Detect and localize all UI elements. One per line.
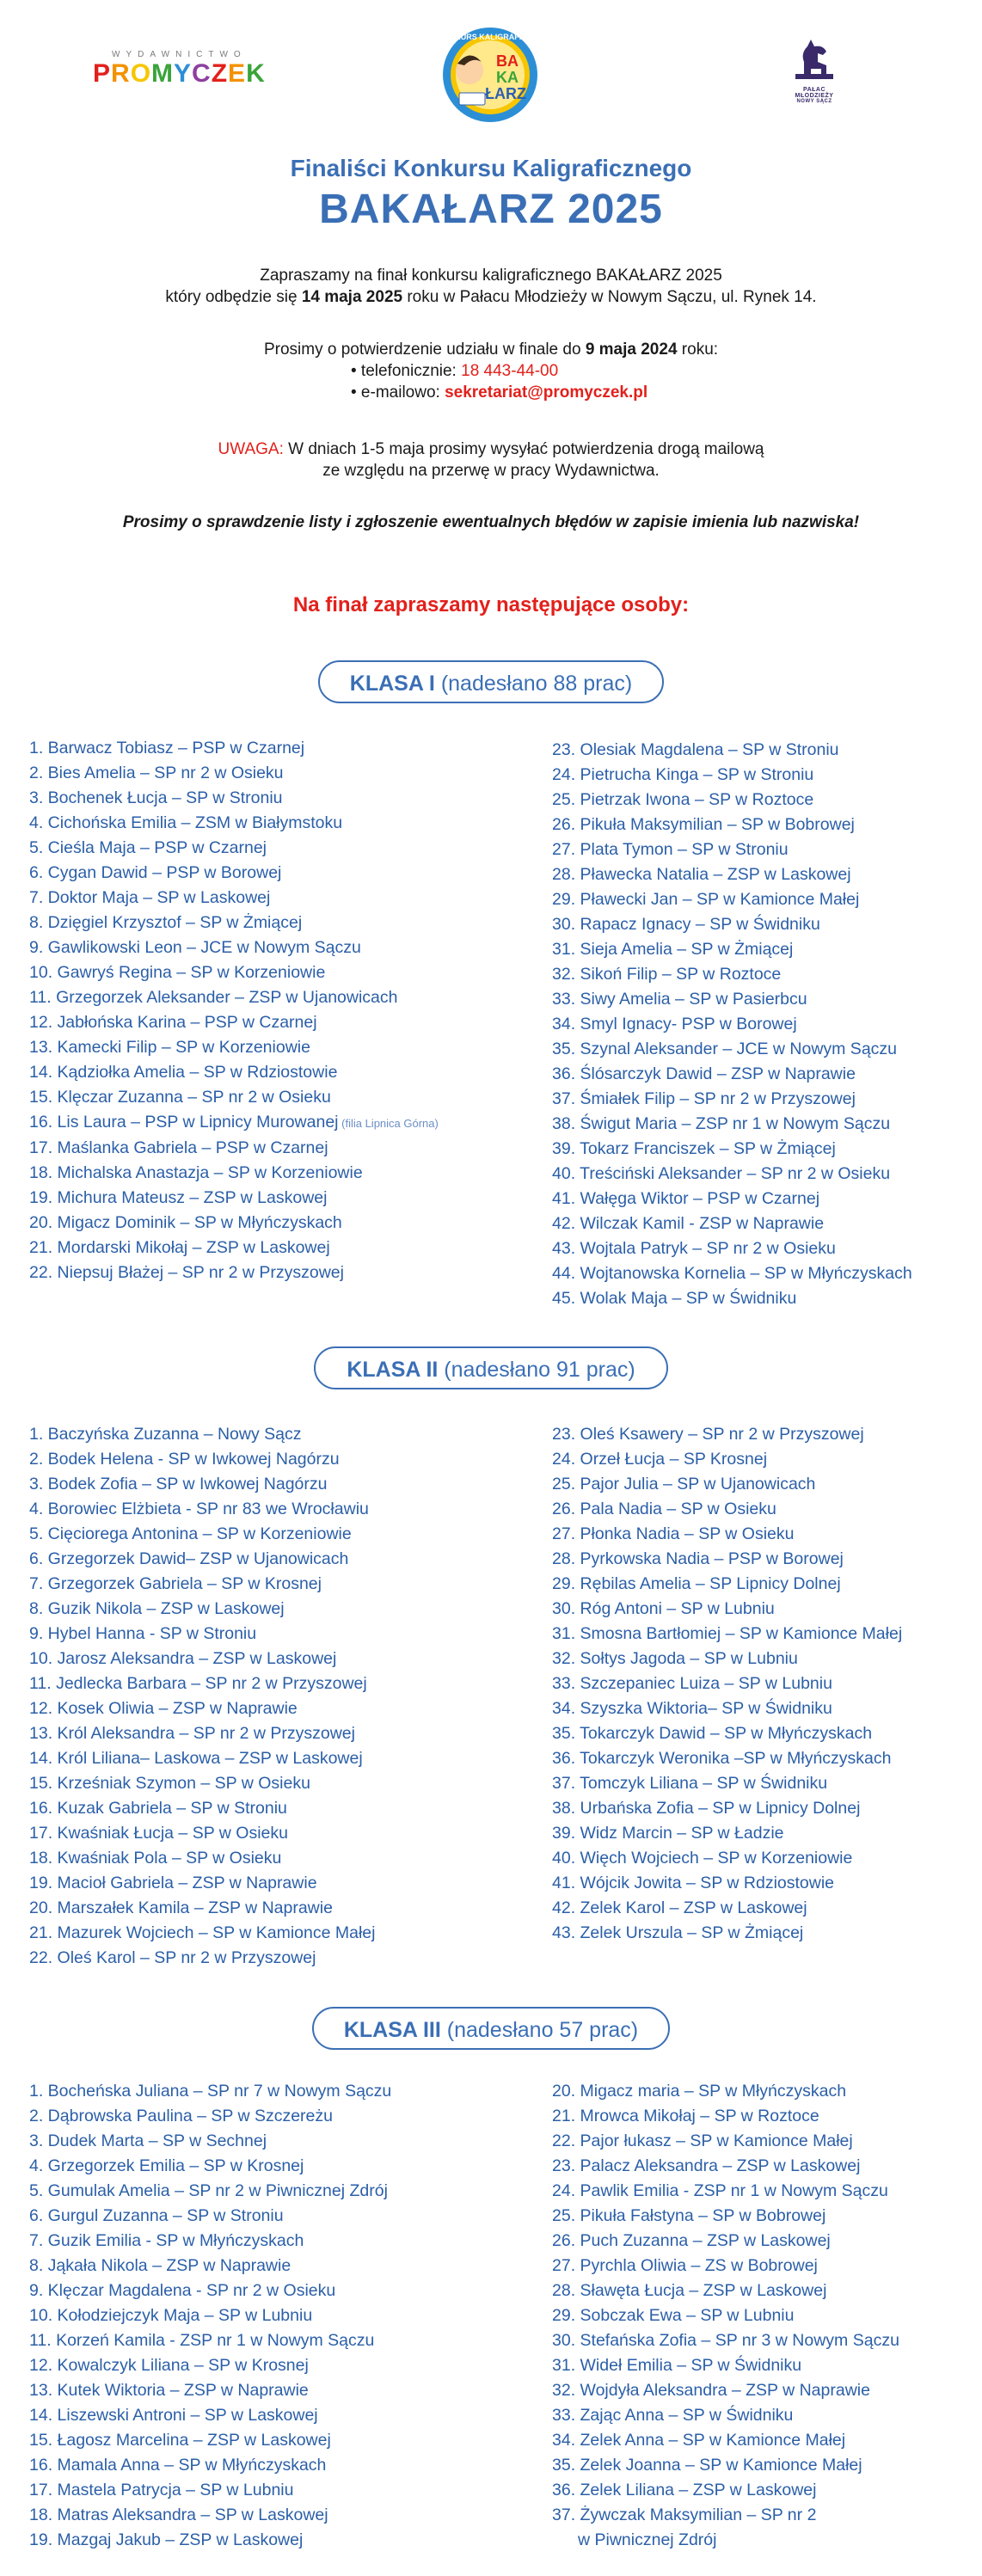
klasa-3-name: KLASA III xyxy=(343,2018,441,2042)
confirm-text-a: Prosimy o potwierdzenie udziału w finale do xyxy=(263,340,586,359)
promyczek-logo-small-text: WYDAWNICTWO xyxy=(112,50,247,59)
finalist-item: 8. Dzięgiel Krzysztof – SP w Żmiącej xyxy=(29,913,303,932)
klasa-1-count: (nadesłano 88 prac) xyxy=(434,672,633,696)
promyczek-logo-wordmark: PROMYCZEK xyxy=(93,59,266,88)
finalist-item: 35. Tokarczyk Dawid – SP w Młyńczyskach xyxy=(552,1724,873,1743)
finalist-item: 24. Pawlik Emilia - ZSP nr 1 w Nowym Sączu xyxy=(552,2181,888,2200)
finalist-item: 13. Król Aleksandra – SP nr 2 w Przyszowej xyxy=(29,1724,355,1743)
finalist-item: 41. Wałęga Wiktor – PSP w Czarnej xyxy=(552,1189,820,1208)
finalist-item: 16. Kuzak Gabriela – SP w Stroniu xyxy=(29,1799,287,1818)
finalist-item: 20. Migacz maria – SP w Młyńczyskach xyxy=(552,2082,847,2101)
finalist-item: 11. Korzeń Kamila - ZSP nr 1 w Nowym Sączu xyxy=(29,2331,375,2350)
phone-number[interactable]: 18 443-44-00 xyxy=(461,362,559,380)
palac-caption-city: NOWY SĄCZ xyxy=(796,99,832,104)
klasa-3-list-left xyxy=(29,2079,391,2553)
bakalarz-logo xyxy=(421,26,559,125)
finalist-item: 22. Pajor łukasz – SP w Kamionce Małej xyxy=(552,2131,853,2150)
finalist-item: 7. Grzegorzek Gabriela – SP w Krosnej xyxy=(29,1574,322,1593)
finalist-item: 11. Jedlecka Barbara – SP nr 2 w Przyszowej xyxy=(29,1674,367,1693)
finalist-item: 31. Smosna Bartłomiej – SP w Kamionce Małej xyxy=(552,1624,903,1643)
klasa-1-name: KLASA I xyxy=(349,672,435,696)
confirm-date: 9 maja 2024 xyxy=(585,340,678,359)
finalist-item: 16. Mamala Anna – SP w Młyńczyskach xyxy=(29,2456,327,2475)
finalist-item: 30. Róg Antoni – SP w Lubniu xyxy=(552,1599,775,1618)
finalist-item: 2. Dąbrowska Paulina – SP w Szczereżu xyxy=(29,2107,333,2125)
finalist-item: 18. Kwaśniak Pola – SP w Osieku xyxy=(29,1849,282,1868)
finalist-item: 12. Kowalczyk Liliana – SP w Krosnej xyxy=(29,2356,309,2375)
finalist-item: 10. Jarosz Aleksandra – ZSP w Laskowej xyxy=(29,1649,337,1668)
finalist-item: 34. Szyszka Wiktoria– SP w Świdniku xyxy=(552,1699,832,1718)
finalist-item: 20. Migacz Dominik – SP w Młyńczyskach xyxy=(29,1213,342,1232)
finalist-item: 14. Król Liliana– Laskowa – ZSP w Laskowej xyxy=(29,1749,363,1768)
finalist-item: 37. Tomczyk Liliana – SP w Świdniku xyxy=(552,1774,828,1793)
finalist-item: 42. Wilczak Kamil - ZSP w Naprawie xyxy=(552,1214,825,1233)
phone-row xyxy=(0,360,982,382)
svg-text:BA: BA xyxy=(496,52,519,70)
palac-mlodziezy-logo xyxy=(784,36,844,104)
finalist-note: (filia Lipnica Górna) xyxy=(338,1117,439,1130)
finalist-item: 29. Pławecki Jan – SP w Kamionce Małej xyxy=(552,890,860,909)
svg-text:ŁARZ: ŁARZ xyxy=(485,85,526,102)
warning-notice xyxy=(0,439,982,481)
finalist-item: 32. Wojdyła Aleksandra – ZSP w Naprawie xyxy=(552,2381,870,2400)
finalist-item: 43. Zelek Urszula – SP w Żmiącej xyxy=(552,1923,804,1942)
finalist-item: 38. Świgut Maria – ZSP nr 1 w Nowym Sączu xyxy=(552,1114,891,1133)
contact-info xyxy=(0,339,982,403)
finalist-item: 16. Lis Laura – PSP w Lipnicy Murowanej (filia Lipnica Górna) xyxy=(29,1113,439,1132)
confirm-deadline-line xyxy=(0,339,982,360)
promyczek-logo xyxy=(93,50,266,89)
finalist-item: 23. Olesiak Magdalena – SP w Stroniu xyxy=(552,740,839,759)
finalist-item: 12. Kosek Oliwia – ZSP w Naprawie xyxy=(29,1699,298,1718)
finalist-item: 3. Bodek Zofia – SP w Iwkowej Nagórzu xyxy=(29,1475,328,1493)
klasa-3-list-right xyxy=(552,2079,899,2553)
finalist-item: 28. Pławecka Natalia – ZSP w Laskowej xyxy=(552,865,851,884)
page-subtitle: Finaliści Konkursu Kaligraficznego xyxy=(290,155,692,181)
finalist-item: 27. Płonka Nadia – SP w Osieku xyxy=(552,1524,795,1543)
klasa-3-heading xyxy=(312,2007,670,2050)
finalist-item: 4. Grzegorzek Emilia – SP w Krosnej xyxy=(29,2156,304,2175)
finalist-item: 9. Klęczar Magdalena - SP nr 2 w Osieku xyxy=(29,2281,336,2300)
finalist-item: 29. Rębilas Amelia – SP Lipnicy Dolnej xyxy=(552,1574,841,1593)
finalist-item: 13. Kamecki Filip – SP w Korzeniowie xyxy=(29,1038,310,1057)
klasa-2-name: KLASA II xyxy=(347,1358,439,1382)
klasa-2-count: (nadesłano 91 prac) xyxy=(438,1358,635,1382)
finalist-item: 4. Borowiec Elżbieta - SP nr 83 we Wrocławiu xyxy=(29,1500,369,1518)
finalist-item: 26. Puch Zuzanna – ZSP w Laskowej xyxy=(552,2231,831,2250)
finalist-item: 27. Plata Tymon – SP w Stroniu xyxy=(552,840,789,859)
klasa-1-list-left xyxy=(29,736,439,1285)
finalist-item: 14. Liszewski Antroni – SP w Laskowej xyxy=(29,2406,318,2425)
finalist-item: 19. Mazgaj Jakub – ZSP w Laskowej xyxy=(29,2530,304,2549)
finalist-item: 15. Krześniak Szymon – SP w Osieku xyxy=(29,1774,310,1793)
finalist-item: 40. Więch Wojciech – SP w Korzeniowie xyxy=(552,1849,853,1868)
finalist-item: 32. Sołtys Jagoda – SP w Lubniu xyxy=(552,1649,798,1668)
finalist-item: 29. Sobczak Ewa – SP w Lubniu xyxy=(552,2306,795,2325)
finalist-item: 5. Cięciorega Antonina – SP w Korzeniowie xyxy=(29,1524,352,1543)
finalist-item: 25. Pikuła Fałstyna – SP w Bobrowej xyxy=(552,2206,826,2225)
finalist-item: 38. Urbańska Zofia – SP w Lipnicy Dolnej xyxy=(552,1799,861,1818)
finalist-item: 20. Marszałek Kamila – ZSP w Naprawie xyxy=(29,1898,333,1917)
finalist-item: 6. Cygan Dawid – PSP w Borowej xyxy=(29,863,282,882)
finalist-item: 37. Żywczak Maksymilian – SP nr 2 xyxy=(552,2505,817,2524)
finalist-item: 34. Smyl Ignacy- PSP w Borowej xyxy=(552,1015,797,1033)
finalist-item: 10. Kołodziejczyk Maja – SP w Lubniu xyxy=(29,2306,313,2325)
finalist-item: 23. Oleś Ksawery – SP nr 2 w Przyszowej xyxy=(552,1425,864,1444)
intro-line-2 xyxy=(0,286,982,308)
finalist-item: 15. Łagosz Marcelina – ZSP w Laskowej xyxy=(29,2431,331,2450)
finalist-item: 22. Oleś Karol – SP nr 2 w Przyszowej xyxy=(29,1948,316,1967)
finalist-item: 33. Siwy Amelia – SP w Pasierbcu xyxy=(552,990,807,1009)
finalist-item: 2. Bies Amelia – SP nr 2 w Osieku xyxy=(29,764,284,782)
finalist-item: 9. Gawlikowski Leon – JCE w Nowym Sączu xyxy=(29,938,361,957)
finalist-item: 35. Szynal Aleksander – JCE w Nowym Sączu xyxy=(552,1040,898,1058)
finalist-item: 39. Widz Marcin – SP w Ładzie xyxy=(552,1824,784,1843)
finalist-item: 26. Pikuła Maksymilian – SP w Bobrowej xyxy=(552,815,855,834)
finalist-item: 14. Kądziołka Amelia – SP w Rdziostowie xyxy=(29,1063,338,1082)
finalist-item: 8. Guzik Nikola – ZSP w Laskowej xyxy=(29,1599,285,1618)
klasa-2-list-right xyxy=(552,1422,902,1946)
warning-label: UWAGA: xyxy=(218,440,284,458)
finalist-item: 22. Niepsuj Błażej – SP nr 2 w Przyszowej xyxy=(29,1263,344,1282)
finalist-item: 18. Michalska Anastazja – SP w Korzeniowie xyxy=(29,1163,363,1182)
finalist-item: 11. Grzegorzek Aleksander – ZSP w Ujanowicach xyxy=(29,988,398,1007)
finalist-item: 19. Macioł Gabriela – ZSP w Naprawie xyxy=(29,1874,317,1892)
email-link[interactable]: sekretariat@promyczek.pl xyxy=(445,383,648,402)
finalist-item: 34. Zelek Anna – SP w Kamionce Małej xyxy=(552,2431,846,2450)
finalist-item: 7. Guzik Emilia - SP w Młyńczyskach xyxy=(29,2231,304,2250)
finalist-item: 23. Palacz Aleksandra – ZSP w Laskowej xyxy=(552,2156,861,2175)
finalist-item: 41. Wójcik Jowita – SP w Rdziostowie xyxy=(552,1874,835,1892)
svg-text:KA: KA xyxy=(496,69,519,86)
finalist-item: 28. Sławęta Łucja – ZSP w Laskowej xyxy=(552,2281,827,2300)
finalist-item: 37. Śmiałek Filip – SP nr 2 w Przyszowej xyxy=(552,1089,856,1108)
finalist-item: 3. Bochenek Łucja – SP w Stroniu xyxy=(29,788,283,807)
klasa-2-list-left xyxy=(29,1422,375,1971)
intro-line-1: Zapraszamy na finał konkursu kaligraficznego BAKAŁARZ 2025 xyxy=(260,267,722,285)
finalist-item: 45. Wolak Maja – SP w Świdniku xyxy=(552,1289,797,1308)
finalist-item: 30. Stefańska Zofia – SP nr 3 w Nowym Sączu xyxy=(552,2331,899,2350)
finalist-item: 4. Cichońska Emilia – ZSM w Białymstoku xyxy=(29,813,343,832)
finalist-item: 21. Mrowca Mikołaj – SP w Roztoce xyxy=(552,2107,819,2125)
email-row xyxy=(0,382,982,403)
finalist-item: 30. Rapacz Ignacy – SP w Świdniku xyxy=(552,915,820,934)
finalist-item: 12. Jabłońska Karina – PSP w Czarnej xyxy=(29,1013,317,1032)
finalist-item: 33. Szczepaniec Luiza – SP w Lubniu xyxy=(552,1674,832,1693)
palac-caption: PAŁAC MŁODZIEŻY xyxy=(795,87,834,99)
finalist-item: 33. Zając Anna – SP w Świdniku xyxy=(552,2406,794,2425)
klasa-1-heading xyxy=(318,660,664,703)
finalist-item: 21. Mordarski Mikołaj – ZSP w Laskowej xyxy=(29,1238,330,1257)
finalist-item: 28. Pyrkowska Nadia – PSP w Borowej xyxy=(552,1549,844,1568)
finalist-item: w Piwnicznej Zdrój xyxy=(578,2530,717,2549)
finalist-item: 10. Gawryś Regina – SP w Korzeniowie xyxy=(29,963,326,982)
finalist-item: 1. Bocheńska Juliana – SP nr 7 w Nowym Sączu xyxy=(29,2082,392,2101)
finalist-item: 32. Sikoń Filip – SP w Roztoce xyxy=(552,965,782,984)
finalist-item: 31. Wideł Emilia – SP w Świdniku xyxy=(552,2356,802,2375)
finalist-item: 26. Pala Nadia – SP w Osieku xyxy=(552,1500,776,1518)
finalist-item: 15. Klęczar Zuzanna – SP nr 2 w Osieku xyxy=(29,1088,331,1107)
intro-text-b: roku w Pałacu Młodzieży w Nowym Sączu, ul. Rynek 14. xyxy=(402,288,817,306)
invite-heading: Na finał zapraszamy następujące osoby: xyxy=(292,593,690,616)
finalist-item: 25. Pajor Julia – SP w Ujanowicach xyxy=(552,1475,816,1493)
finalist-item: 43. Wojtala Patryk – SP nr 2 w Osieku xyxy=(552,1239,836,1258)
finalist-item: 35. Zelek Joanna – SP w Kamionce Małej xyxy=(552,2456,862,2475)
correction-request: Prosimy o sprawdzenie listy i zgłoszenie ewentualnych błędów w zapisie imienia lub nazwiska! xyxy=(122,513,860,531)
intro-text-a: który odbędzie się xyxy=(165,288,302,306)
finalist-item: 44. Wojtanowska Kornelia – SP w Młyńczyskach xyxy=(552,1264,912,1283)
page-title: BAKAŁARZ 2025 xyxy=(319,187,663,232)
confirm-text-b: roku: xyxy=(677,340,719,359)
logo-bar xyxy=(0,26,982,138)
finalist-item: 5. Cieśla Maja – PSP w Czarnej xyxy=(29,838,267,857)
finalist-item: 25. Pietrzak Iwona – SP w Roztoce xyxy=(552,790,814,809)
final-date: 14 maja 2025 xyxy=(301,288,403,306)
palac-horse-icon xyxy=(789,36,840,83)
finalist-item: 24. Pietrucha Kinga – SP w Stroniu xyxy=(552,765,814,784)
finalist-item: 36. Zelek Liliana – ZSP w Laskowej xyxy=(552,2481,817,2499)
finalist-item: 18. Matras Aleksandra – SP w Laskowej xyxy=(29,2505,328,2524)
finalist-item: 7. Doktor Maja – SP w Laskowej xyxy=(29,888,271,907)
finalist-item: 24. Orzeł Łucja – SP Krosnej xyxy=(552,1450,768,1469)
finalist-item: 3. Dudek Marta – SP w Sechnej xyxy=(29,2131,267,2150)
klasa-3-count: (nadesłano 57 prac) xyxy=(440,2018,639,2042)
finalist-item: 2. Bodek Helena - SP w Iwkowej Nagórzu xyxy=(29,1450,340,1469)
finalist-item: 17. Kwaśniak Łucja – SP w Osieku xyxy=(29,1824,288,1843)
finalist-item: 36. Ślósarczyk Dawid – ZSP w Naprawie xyxy=(552,1064,856,1083)
finalist-item: 17. Maślanka Gabriela – PSP w Czarnej xyxy=(29,1138,328,1157)
finalist-item: 19. Michura Mateusz – ZSP w Laskowej xyxy=(29,1188,328,1207)
finalist-item: 36. Tokarczyk Weronika –SP w Młyńczyskach xyxy=(552,1749,892,1768)
finalist-item: 42. Zelek Karol – ZSP w Laskowej xyxy=(552,1898,807,1917)
finalist-item: 6. Grzegorzek Dawid– ZSP w Ujanowicach xyxy=(29,1549,349,1568)
svg-text:KONKURS KALIGRAFICZNY: KONKURS KALIGRAFICZNY xyxy=(438,33,543,41)
klasa-1-list-right xyxy=(552,738,912,1311)
finalist-item: 13. Kutek Wiktoria – ZSP w Naprawie xyxy=(29,2381,309,2400)
finalist-item: 1. Barwacz Tobiasz – PSP w Czarnej xyxy=(29,739,305,757)
finalist-item: 1. Baczyńska Zuzanna – Nowy Sącz xyxy=(29,1425,302,1444)
finalist-item: 31. Sieja Amelia – SP w Żmiącej xyxy=(552,940,794,959)
finalist-item: 5. Gumulak Amelia – SP nr 2 w Piwnicznej Zdrój xyxy=(29,2181,388,2200)
warning-line-2: ze względu na przerwę w pracy Wydawnictwa. xyxy=(322,462,660,480)
finalist-item: 27. Pyrchla Oliwia – ZS w Bobrowej xyxy=(552,2256,818,2275)
finalist-item: 6. Gurgul Zuzanna – SP w Stroniu xyxy=(29,2206,284,2225)
finalist-item: 39. Tokarz Franciszek – SP w Żmiącej xyxy=(552,1139,836,1158)
finalist-item: 8. Jąkała Nikola – ZSP w Naprawie xyxy=(29,2256,292,2275)
klasa-2-heading xyxy=(314,1346,668,1389)
finalist-item: 21. Mazurek Wojciech – SP w Kamionce Małej xyxy=(29,1923,376,1942)
intro-text xyxy=(0,265,982,308)
phone-label: • telefonicznie: xyxy=(351,362,462,380)
warning-line-1: W dniach 1-5 maja prosimy wysyłać potwierdzenia drogą mailową xyxy=(283,440,764,458)
finalist-item: 40. Treściński Aleksander – SP nr 2 w Osieku xyxy=(552,1164,891,1183)
finalist-item: 17. Mastela Patrycja – SP w Lubniu xyxy=(29,2481,294,2499)
email-label: • e-mailowo: xyxy=(351,383,445,402)
finalist-item: 9. Hybel Hanna - SP w Stroniu xyxy=(29,1624,257,1643)
page-header xyxy=(0,155,982,233)
